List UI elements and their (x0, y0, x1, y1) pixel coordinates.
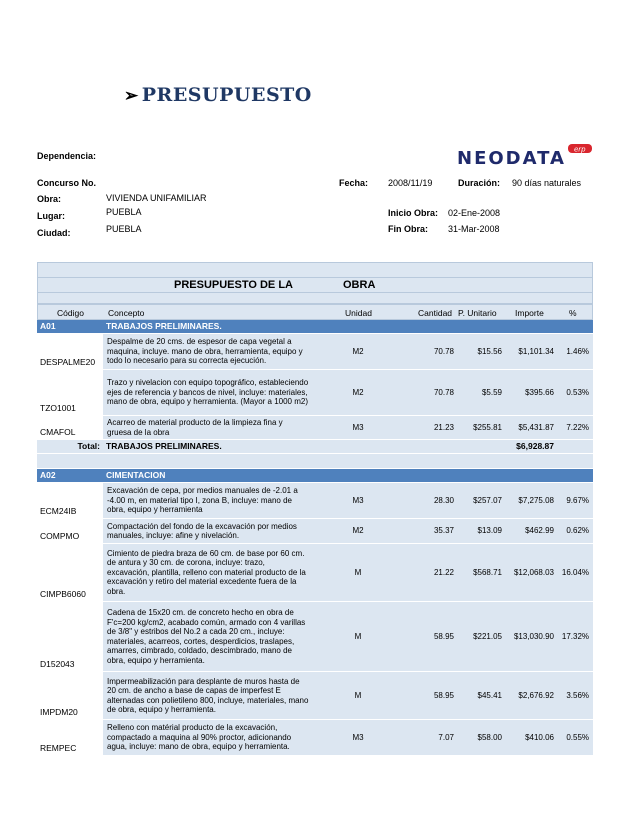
row-pct: 0.55% (558, 720, 593, 756)
spacer-row (37, 454, 593, 469)
row-pct: 0.62% (558, 519, 593, 544)
row-desc: Compactación del fondo de la excavación por medios manuales, incluye: afine y nivelación. (103, 519, 313, 544)
fecha-value: 2008/11/19 (388, 178, 433, 188)
row-pct: 7.22% (558, 416, 593, 440)
row-code: REMPEC (37, 720, 103, 756)
total-amount: $6,928.87 (506, 440, 558, 454)
table-title-band (37, 277, 593, 293)
table-row (37, 602, 593, 672)
table-row (37, 483, 593, 519)
row-pct: 16.04% (558, 544, 593, 602)
row-amount: $7,275.08 (506, 483, 558, 519)
lugar-value: PUEBLA (106, 207, 142, 217)
row-amount: $395.66 (506, 370, 558, 416)
table-row (37, 519, 593, 544)
row-pct: 3.56% (558, 672, 593, 720)
row-amount: $2,676.92 (506, 672, 558, 720)
obra-value: VIVIENDA UNIFAMILIAR (106, 193, 207, 203)
row-qty: 35.37 (403, 519, 458, 544)
lugar-label: Lugar: (37, 211, 65, 221)
section-code: A01 (37, 320, 103, 334)
row-price: $45.41 (458, 672, 506, 720)
row-qty: 21.22 (403, 544, 458, 602)
duracion-value: 90 días naturales (512, 178, 582, 188)
fin-value: 31-Mar-2008 (448, 224, 500, 234)
row-code: COMPMO (37, 519, 103, 544)
row-qty: 70.78 (403, 370, 458, 416)
budget-table (37, 320, 593, 756)
row-pct: 9.67% (558, 483, 593, 519)
row-unit: M3 (313, 416, 403, 440)
neodata-logo (455, 142, 595, 170)
row-desc: Excavación de cepa, por medios manuales de -2.01 a -4.00 m, en material tipo I, zona B, incluye: mano de obra, equipo y herramienta (103, 483, 313, 519)
inicio-value: 02-Ene-2008 (448, 208, 501, 218)
inicio-label: Inicio Obra: (388, 208, 439, 218)
section-header-row (37, 320, 593, 334)
fecha-label: Fecha: (339, 178, 369, 188)
col-porcentaje: % (569, 308, 577, 318)
col-concepto: Concepto (108, 308, 145, 318)
column-header-row (37, 304, 593, 320)
obra-label: Obra: (37, 194, 62, 204)
row-code: IMPDM20 (37, 672, 103, 720)
row-price: $568.71 (458, 544, 506, 602)
row-qty: 28.30 (403, 483, 458, 519)
row-unit: M (313, 544, 403, 602)
row-unit: M (313, 602, 403, 672)
table-row (37, 544, 593, 602)
row-price: $255.81 (458, 416, 506, 440)
row-price: $58.00 (458, 720, 506, 756)
total-row (37, 440, 593, 454)
table-row (37, 334, 593, 370)
row-amount: $1,101.34 (506, 334, 558, 370)
total-name: TRABAJOS PRELIMINARES. (103, 440, 506, 454)
col-importe: Importe (515, 308, 544, 318)
row-unit: M3 (313, 483, 403, 519)
row-code: D152043 (37, 602, 103, 672)
table-title-right: OBRA (343, 279, 376, 291)
row-code: ECM24IB (37, 483, 103, 519)
dependencia-label: Dependencia: (37, 151, 97, 161)
table-row (37, 370, 593, 416)
section-header-row (37, 469, 593, 483)
row-qty: 58.95 (403, 602, 458, 672)
table-top-band (37, 262, 593, 278)
row-pct: 17.32% (558, 602, 593, 672)
row-price: $5.59 (458, 370, 506, 416)
row-unit: M2 (313, 370, 403, 416)
row-amount: $12,068.03 (506, 544, 558, 602)
col-cantidad: Cantidad (418, 308, 453, 318)
row-code: CIMPB6060 (37, 544, 103, 602)
row-pct: 1.46% (558, 334, 593, 370)
row-amount: $410.06 (506, 720, 558, 756)
row-unit: M2 (313, 519, 403, 544)
row-desc: Despalme de 20 cms. de espesor de capa vegetal a maquina, incluye. mano de obra, herramienta, equipo y todo lo necesario para su correcta ejecución. (103, 334, 313, 370)
table-row (37, 672, 593, 720)
table-gap-band (37, 292, 593, 304)
row-unit: M2 (313, 334, 403, 370)
row-price: $15.56 (458, 334, 506, 370)
row-code: DESPALME20 (37, 334, 103, 370)
row-price: $221.05 (458, 602, 506, 672)
col-codigo: Código (57, 308, 84, 318)
row-qty: 70.78 (403, 334, 458, 370)
page-title: ➢ PRESUPUESTO (124, 84, 312, 106)
fin-label: Fin Obra: (388, 224, 428, 234)
row-price: $257.07 (458, 483, 506, 519)
col-unidad: Unidad (345, 308, 372, 318)
row-desc: Acarreo de material producto de la limpieza fina y gruesa de la obra (103, 416, 313, 440)
row-qty: 7.07 (403, 720, 458, 756)
ciudad-value: PUEBLA (106, 224, 142, 234)
row-unit: M (313, 672, 403, 720)
row-desc: Cadena de 15x20 cm. de concreto hecho en obra de F'c=200 kg/cm2, acabado común, armado con 4 varillas de 3/8" y estribos del No.2 a cada 20 cm., incluye: materiales, acarreos, cortes, desperdicios, traslapes, amarres, cimbrado, coldado, descimbrado, mano de obra, equipo y herramienta. (103, 602, 313, 672)
total-label: Total: (37, 440, 103, 454)
section-name: CIMENTACION (103, 469, 593, 483)
table-row (37, 416, 593, 440)
section-name: TRABAJOS PRELIMINARES. (103, 320, 593, 334)
logo-badge-text: erp (574, 145, 586, 154)
row-unit: M3 (313, 720, 403, 756)
row-amount: $13,030.90 (506, 602, 558, 672)
duracion-label: Duración: (458, 178, 501, 188)
row-desc: Impermeabilización para desplante de muros hasta de 20 cm. de ancho a base de capas de imperfest E alternadas con polietileno 800, incluye, materiales, mano de obra, equipo y herramienta. (103, 672, 313, 720)
col-precio-unitario: P. Unitario (458, 308, 497, 318)
arrow-bullet-icon: ➢ (124, 86, 139, 106)
row-code: CMAFOL (37, 416, 103, 440)
section-code: A02 (37, 469, 103, 483)
row-amount: $5,431.87 (506, 416, 558, 440)
row-code: TZO1001 (37, 370, 103, 416)
table-row (37, 720, 593, 756)
row-desc: Trazo y nivelacion con equipo topográfico, estableciendo ejes de referencia y bancos de nivel, incluye: materiales, mano de obra, equipo y herramienta. (Mayor a 1000 m2) (103, 370, 313, 416)
ciudad-label: Ciudad: (37, 228, 71, 238)
table-title-left: PRESUPUESTO DE LA (174, 279, 293, 291)
logo-text: NEODATA (457, 148, 566, 169)
row-pct: 0.53% (558, 370, 593, 416)
concurso-label: Concurso No. (37, 178, 97, 188)
row-price: $13.09 (458, 519, 506, 544)
row-amount: $462.99 (506, 519, 558, 544)
row-desc: Cimiento de piedra braza de 60 cm. de base por 60 cm. de antura y 30 cm. de corona, incluye: trazo, excavación, plantilla, relleno con material producto de la excavación y retiro del material excedente fuera de la obra. (103, 544, 313, 602)
row-qty: 21.23 (403, 416, 458, 440)
row-qty: 58.95 (403, 672, 458, 720)
row-desc: Relleno con matérial producto de la excavación, compactado a maquina al 90% proctor, adicionando agua, incluye: mano de obra, equipo y herramienta. (103, 720, 313, 756)
